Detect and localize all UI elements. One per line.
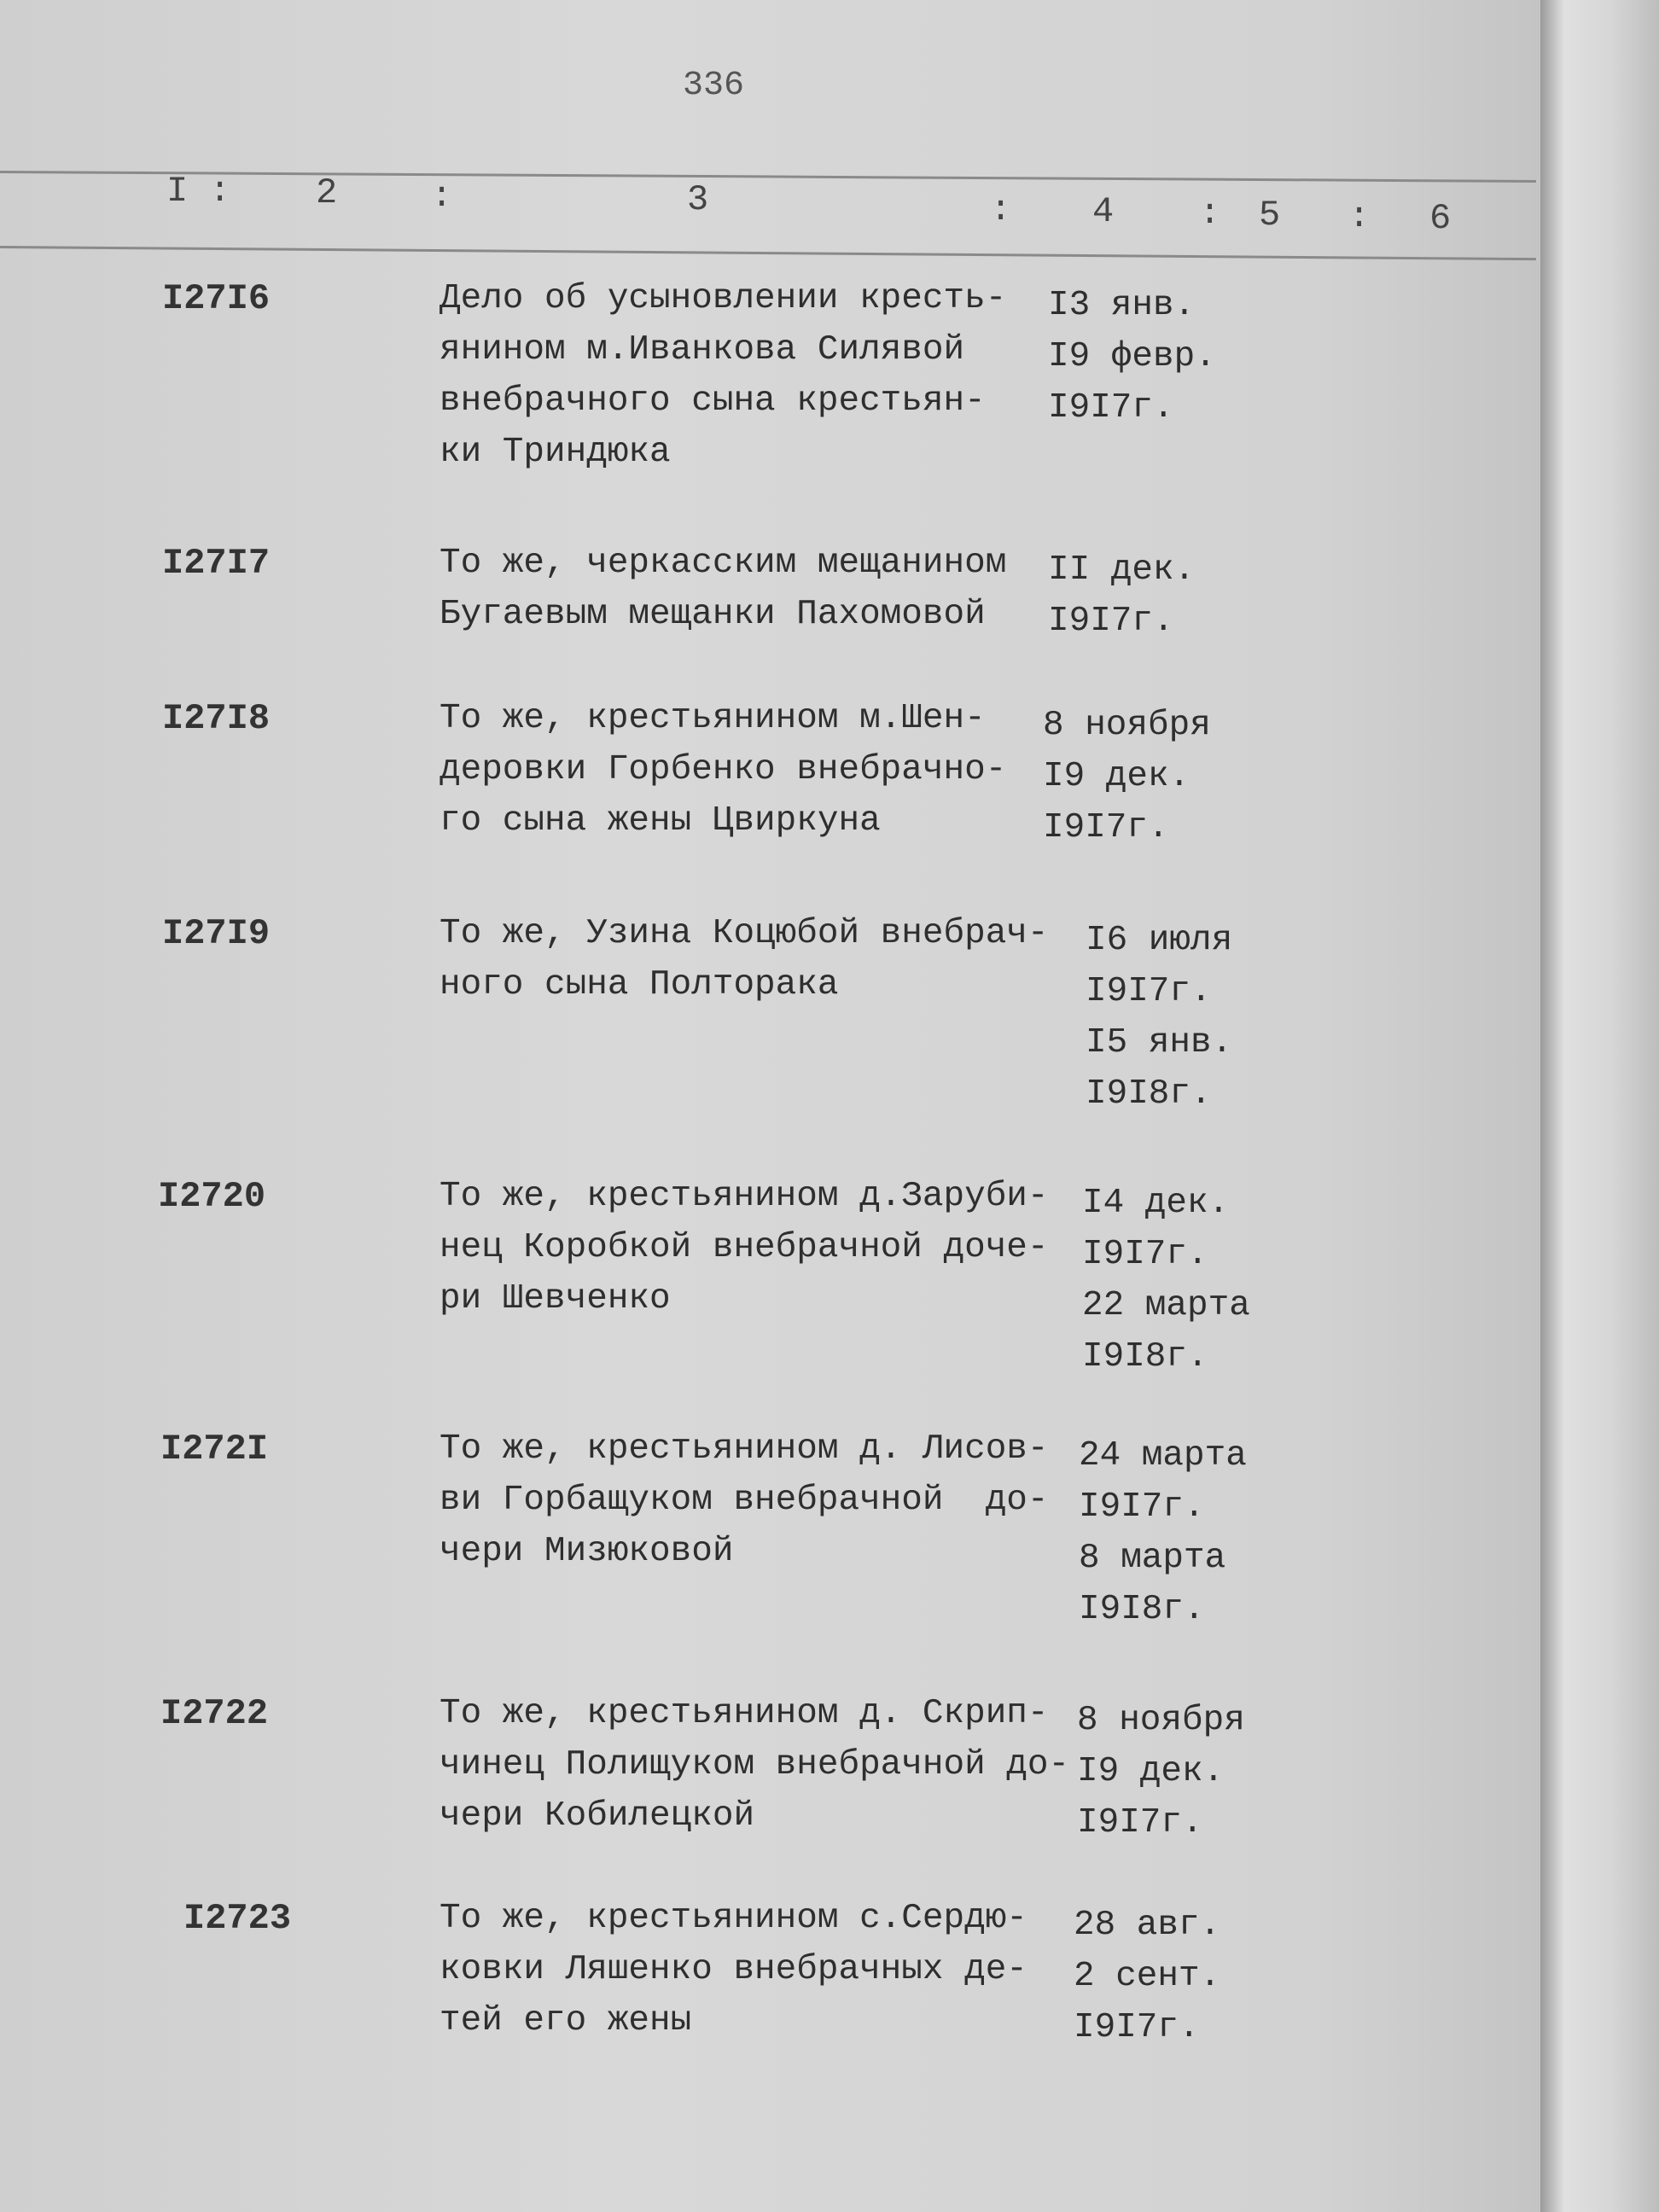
description-line: чери Мизюковой (439, 1532, 734, 1571)
description-line: То же, крестьянином д.Заруби- (439, 1177, 1049, 1216)
record-number: I27I6 (162, 278, 271, 319)
description-line: ри Шевченко (439, 1279, 671, 1318)
description-line: нец Коробкой внебрачной доче- (439, 1228, 1049, 1267)
date-line: I4 дек. (1082, 1184, 1230, 1223)
date-line: I9I8г. (1086, 1074, 1212, 1114)
date-line: 8 ноября (1077, 1701, 1245, 1740)
description-line: тей его жены (439, 2001, 692, 2040)
date-line: II дек. (1048, 550, 1196, 590)
date-line: I9I7г. (1074, 2008, 1200, 2047)
date-line: 8 ноября (1043, 706, 1211, 745)
date-line: I5 янв. (1086, 1023, 1233, 1062)
column-separator: : (990, 189, 1012, 230)
date-line: I9I7г. (1082, 1235, 1208, 1274)
description-line: Дело об усыновлении кресть- (439, 279, 1007, 318)
date-line: I9I7г. (1086, 972, 1212, 1011)
description-line: чинец Полищуком внебрачной до- (439, 1745, 1070, 1784)
column-header-6: 6 (1429, 198, 1452, 239)
date-line: I3 янв. (1048, 286, 1196, 325)
column-header-4: 4 (1092, 191, 1115, 232)
description-line: То же, Узина Коцюбой внебрач- (439, 914, 1049, 953)
date-line: 22 марта (1082, 1286, 1250, 1325)
description-line: го сына жены Цвиркуна (439, 801, 881, 841)
description-line: ки Триндюка (439, 433, 671, 472)
record-description (439, 1688, 1069, 1842)
date-line: I9I7г. (1079, 1487, 1205, 1527)
description-line: янином м.Иванкова Силявой (439, 330, 965, 370)
column-header-3: 3 (687, 179, 709, 220)
date-line: I9 дек. (1043, 757, 1190, 796)
date-line: I9I8г. (1082, 1337, 1208, 1377)
description-line: внебрачного сына крестьян- (439, 381, 986, 421)
date-line: I9I7г. (1048, 602, 1174, 641)
column-separator: : (1199, 193, 1221, 234)
record-description (439, 273, 1006, 478)
description-line: деровки Горбенко внебрачно- (439, 750, 1007, 789)
record-dates (1086, 915, 1232, 1120)
date-line: I9I7г. (1048, 388, 1174, 428)
record-number: I2720 (158, 1176, 266, 1217)
date-line: I9 февр. (1048, 337, 1216, 376)
description-line: То же, крестьянином с.Сердю- (439, 1899, 1027, 1938)
description-line: То же, крестьянином д. Скрип- (439, 1694, 1049, 1733)
date-line: I9I7г. (1077, 1803, 1203, 1842)
column-separator: : (431, 176, 453, 217)
record-dates (1074, 1900, 1220, 2053)
record-number: I272I (160, 1429, 269, 1470)
record-dates (1043, 700, 1211, 853)
record-description (439, 1893, 1027, 2046)
date-line: 2 сент. (1074, 1957, 1221, 1996)
column-header-5: 5 (1259, 195, 1281, 236)
date-line: I6 июля (1086, 921, 1233, 960)
page-edge (1540, 0, 1659, 2212)
record-number: I27I8 (162, 698, 271, 739)
column-header-1: I (166, 171, 189, 212)
record-description (439, 908, 1049, 1010)
record-dates (1048, 280, 1216, 434)
record-number: I27I7 (162, 543, 271, 584)
description-line: ного сына Полторака (439, 965, 839, 1004)
record-number: I27I9 (162, 913, 271, 954)
description-line: чери Кобилецкой (439, 1796, 755, 1836)
date-line: I9I7г. (1043, 808, 1169, 847)
record-description (439, 1171, 1049, 1324)
description-line: ви Горбащуком внебрачной до- (439, 1481, 1049, 1520)
description-line: ковки Ляшенко внебрачных де- (439, 1950, 1027, 1989)
record-description (439, 1423, 1049, 1577)
column-separator: : (209, 171, 231, 212)
record-dates (1077, 1695, 1245, 1848)
record-number: I2722 (160, 1693, 269, 1734)
date-line: I9I8г. (1079, 1590, 1205, 1629)
column-header-2: 2 (316, 172, 338, 213)
record-description (439, 538, 1006, 640)
record-dates (1082, 1178, 1250, 1382)
record-number: I2723 (183, 1898, 292, 1939)
description-line: Бугаевым мещанки Пахомовой (439, 595, 986, 634)
date-line: 8 марта (1079, 1539, 1226, 1578)
description-line: То же, черкасским мещанином (439, 544, 1007, 583)
description-line: То же, крестьянином м.Шен- (439, 699, 986, 738)
record-dates (1079, 1430, 1247, 1635)
date-line: 24 марта (1079, 1436, 1247, 1476)
date-line: I9 дек. (1077, 1752, 1225, 1791)
record-description (439, 693, 1006, 847)
column-separator: : (1348, 196, 1371, 237)
page-number: 336 (683, 67, 745, 105)
record-dates (1048, 544, 1195, 647)
description-line: То же, крестьянином д. Лисов- (439, 1429, 1049, 1469)
date-line: 28 авг. (1074, 1906, 1221, 1945)
